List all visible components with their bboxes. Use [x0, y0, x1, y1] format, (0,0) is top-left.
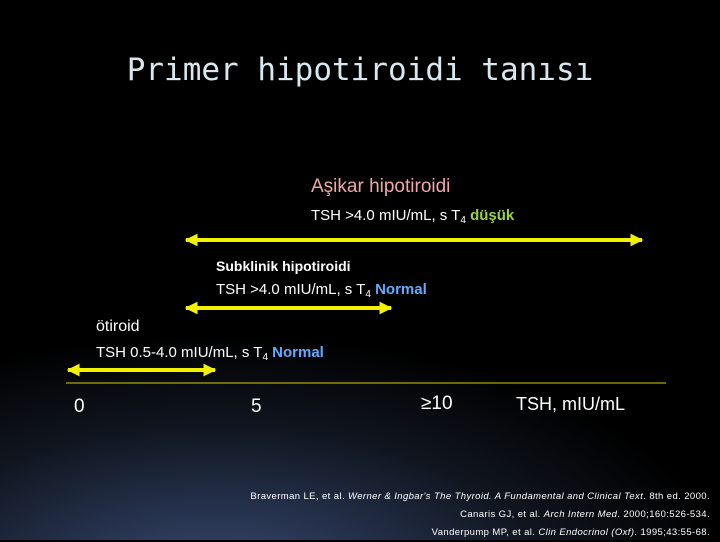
- subclinical-status: Normal: [375, 281, 427, 298]
- overt-status: düşük: [470, 207, 515, 224]
- tick-label-5: 5: [251, 396, 262, 417]
- subclinical-criteria-text: TSH >4.0 mIU/mL, s T: [216, 281, 366, 298]
- tick-label-0: 0: [74, 396, 85, 417]
- references: [230, 488, 710, 542]
- tick-label-10: ≥10: [421, 393, 453, 414]
- reference-2: Canaris GJ, et al. Arch Intern Med. 2000;160:526-534.: [460, 509, 710, 520]
- reference-1: Braverman LE, et al. Werner & Ingbar's The Thyroid. A Fundamental and Clinical Text. 8th ed. 2000.: [250, 491, 710, 502]
- overt-criteria-sub: 4: [460, 215, 466, 226]
- euthyroid-label: ötiroid: [96, 318, 140, 335]
- overt-label: Aşikar hipotiroidi: [311, 176, 451, 197]
- euthyroid-criteria-sub: 4: [262, 352, 268, 363]
- subclinical-label: Subklinik hipotiroidi: [216, 258, 351, 274]
- reference-3: Vanderpump MP, et al. Clin Endocrinol (Oxf). 1995;43:55-68.: [431, 527, 710, 538]
- euthyroid-status: Normal: [272, 344, 324, 361]
- euthyroid-criteria-text: TSH 0.5-4.0 mIU/mL, s T: [96, 344, 263, 361]
- slide-title: Primer hipotiroidi tanısı: [126, 52, 594, 88]
- axis-unit-label: TSH, mIU/mL: [516, 394, 626, 414]
- subclinical-criteria-sub: 4: [365, 289, 371, 300]
- overt-criteria-text: TSH >4.0 mIU/mL, s T: [311, 207, 461, 224]
